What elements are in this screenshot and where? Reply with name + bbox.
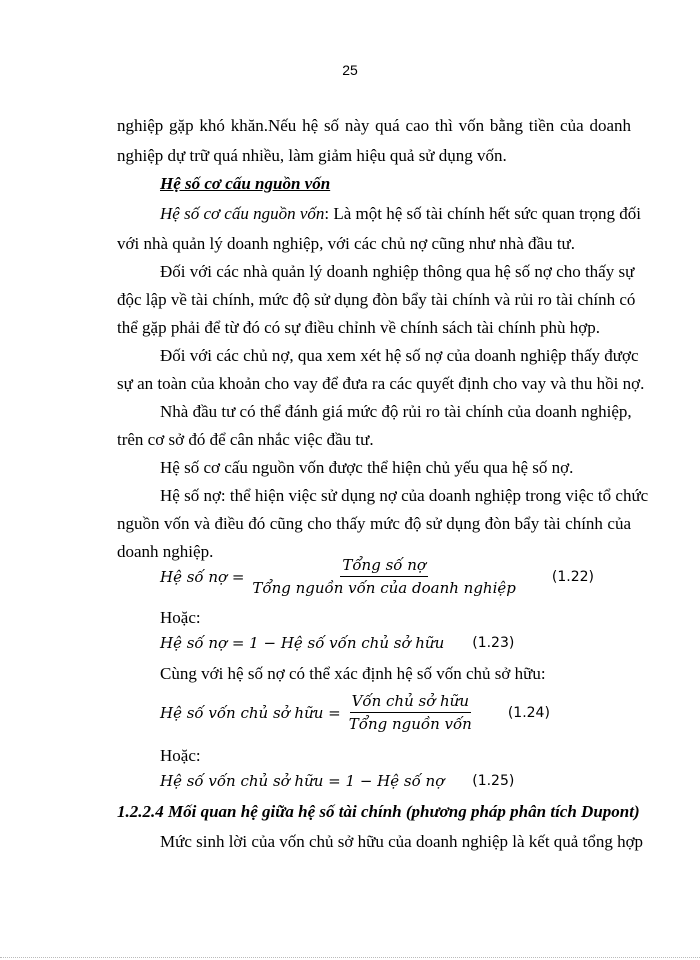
paragraph-line: sự an toàn của khoản cho vay để đưa ra các quyết định cho vay và thu hồi nợ. <box>117 374 645 393</box>
equation-number: (1.23) <box>472 635 515 651</box>
paragraph-line: Cùng với hệ số nợ có thể xác định hệ số vốn chủ sở hữu: <box>160 664 546 683</box>
subsection-heading: Hệ số cơ cấu nguồn vốn <box>160 174 331 193</box>
paragraph-line: nghiệp gặp khó khăn.Nếu hệ số này quá cao thì vốn bằng tiền của doanh <box>117 116 631 135</box>
equation-1-24 <box>160 692 550 733</box>
equation-1-25 <box>160 772 514 790</box>
paragraph-line: nghiệp dự trữ quá nhiều, làm giảm hiệu quả sử dụng vốn. <box>117 146 507 165</box>
paragraph-line: thể gặp phải để từ đó có sự điều chỉnh về chính sách tài chính phù hợp. <box>117 318 600 337</box>
paragraph-line: Hệ số nợ: thể hiện việc sử dụng nợ của doanh nghiệp trong việc tổ chức <box>160 486 649 505</box>
equation-number: (1.22) <box>551 568 594 585</box>
paragraph-line: Đối với các nhà quản lý doanh nghiệp thông qua hệ số nợ cho thấy sự <box>160 262 635 281</box>
equation-lhs: Hệ số nợ = <box>160 567 245 586</box>
equation-lhs: Hệ số vốn chủ sở hữu = <box>160 703 341 722</box>
paragraph-line: doanh nghiệp. <box>117 542 214 561</box>
paragraph-line: Đối với các chủ nợ, qua xem xét hệ số nợ của doanh nghiệp thấy được <box>160 346 639 365</box>
equation-1-22 <box>160 556 594 597</box>
equation-number: (1.25) <box>472 773 515 789</box>
section-heading: 1.2.2.4 Mối quan hệ giữa hệ số tài chính (phương pháp phân tích Dupont) <box>117 802 640 821</box>
paragraph-text: : Là một hệ số tài chính hết sức quan trọng đối <box>324 204 641 223</box>
equation-expression: Hệ số nợ = 1 − Hệ số vốn chủ sở hữu <box>160 634 445 652</box>
fraction-denominator: Tổng nguồn vốn của doanh nghiệp <box>252 579 516 597</box>
paragraph-line <box>160 204 641 224</box>
paragraph-line: Hoặc: <box>160 608 201 627</box>
equation-number: (1.24) <box>507 704 550 721</box>
fraction <box>347 692 474 733</box>
paragraph-line: với nhà quản lý doanh nghiệp, với các chủ nợ cũng như nhà đầu tư. <box>117 234 576 253</box>
paragraph-line: Hệ số cơ cấu nguồn vốn được thể hiện chủ yếu qua hệ số nợ. <box>160 458 574 477</box>
equation-expression: Hệ số vốn chủ sở hữu = 1 − Hệ số nợ <box>160 772 445 790</box>
paragraph-line: nguồn vốn và điều đó cũng cho thấy mức độ sử dụng đòn bẩy tài chính của <box>117 514 631 533</box>
paragraph-line: Hoặc: <box>160 746 201 765</box>
paragraph-line: Nhà đầu tư có thể đánh giá mức độ rủi ro tài chính của doanh nghiệp, <box>160 402 632 421</box>
fraction-numerator: Tổng số nợ <box>340 556 428 577</box>
fraction-denominator: Tổng nguồn vốn <box>348 715 472 733</box>
paragraph-line: trên cơ sở đó để cân nhắc việc đầu tư. <box>117 430 374 449</box>
page-number: 25 <box>342 62 358 78</box>
defined-term: Hệ số cơ cấu nguồn vốn <box>160 204 325 223</box>
equation-1-23 <box>160 634 514 652</box>
paragraph-line: Mức sinh lời của vốn chủ sở hữu của doanh nghiệp là kết quả tổng hợp <box>160 832 644 851</box>
page-bottom-border <box>0 957 700 958</box>
fraction <box>250 556 517 597</box>
fraction-numerator: Vốn chủ sở hữu <box>350 692 471 713</box>
paragraph-line: độc lập về tài chính, mức độ sử dụng đòn bẩy tài chính và rủi ro tài chính có <box>117 290 636 309</box>
